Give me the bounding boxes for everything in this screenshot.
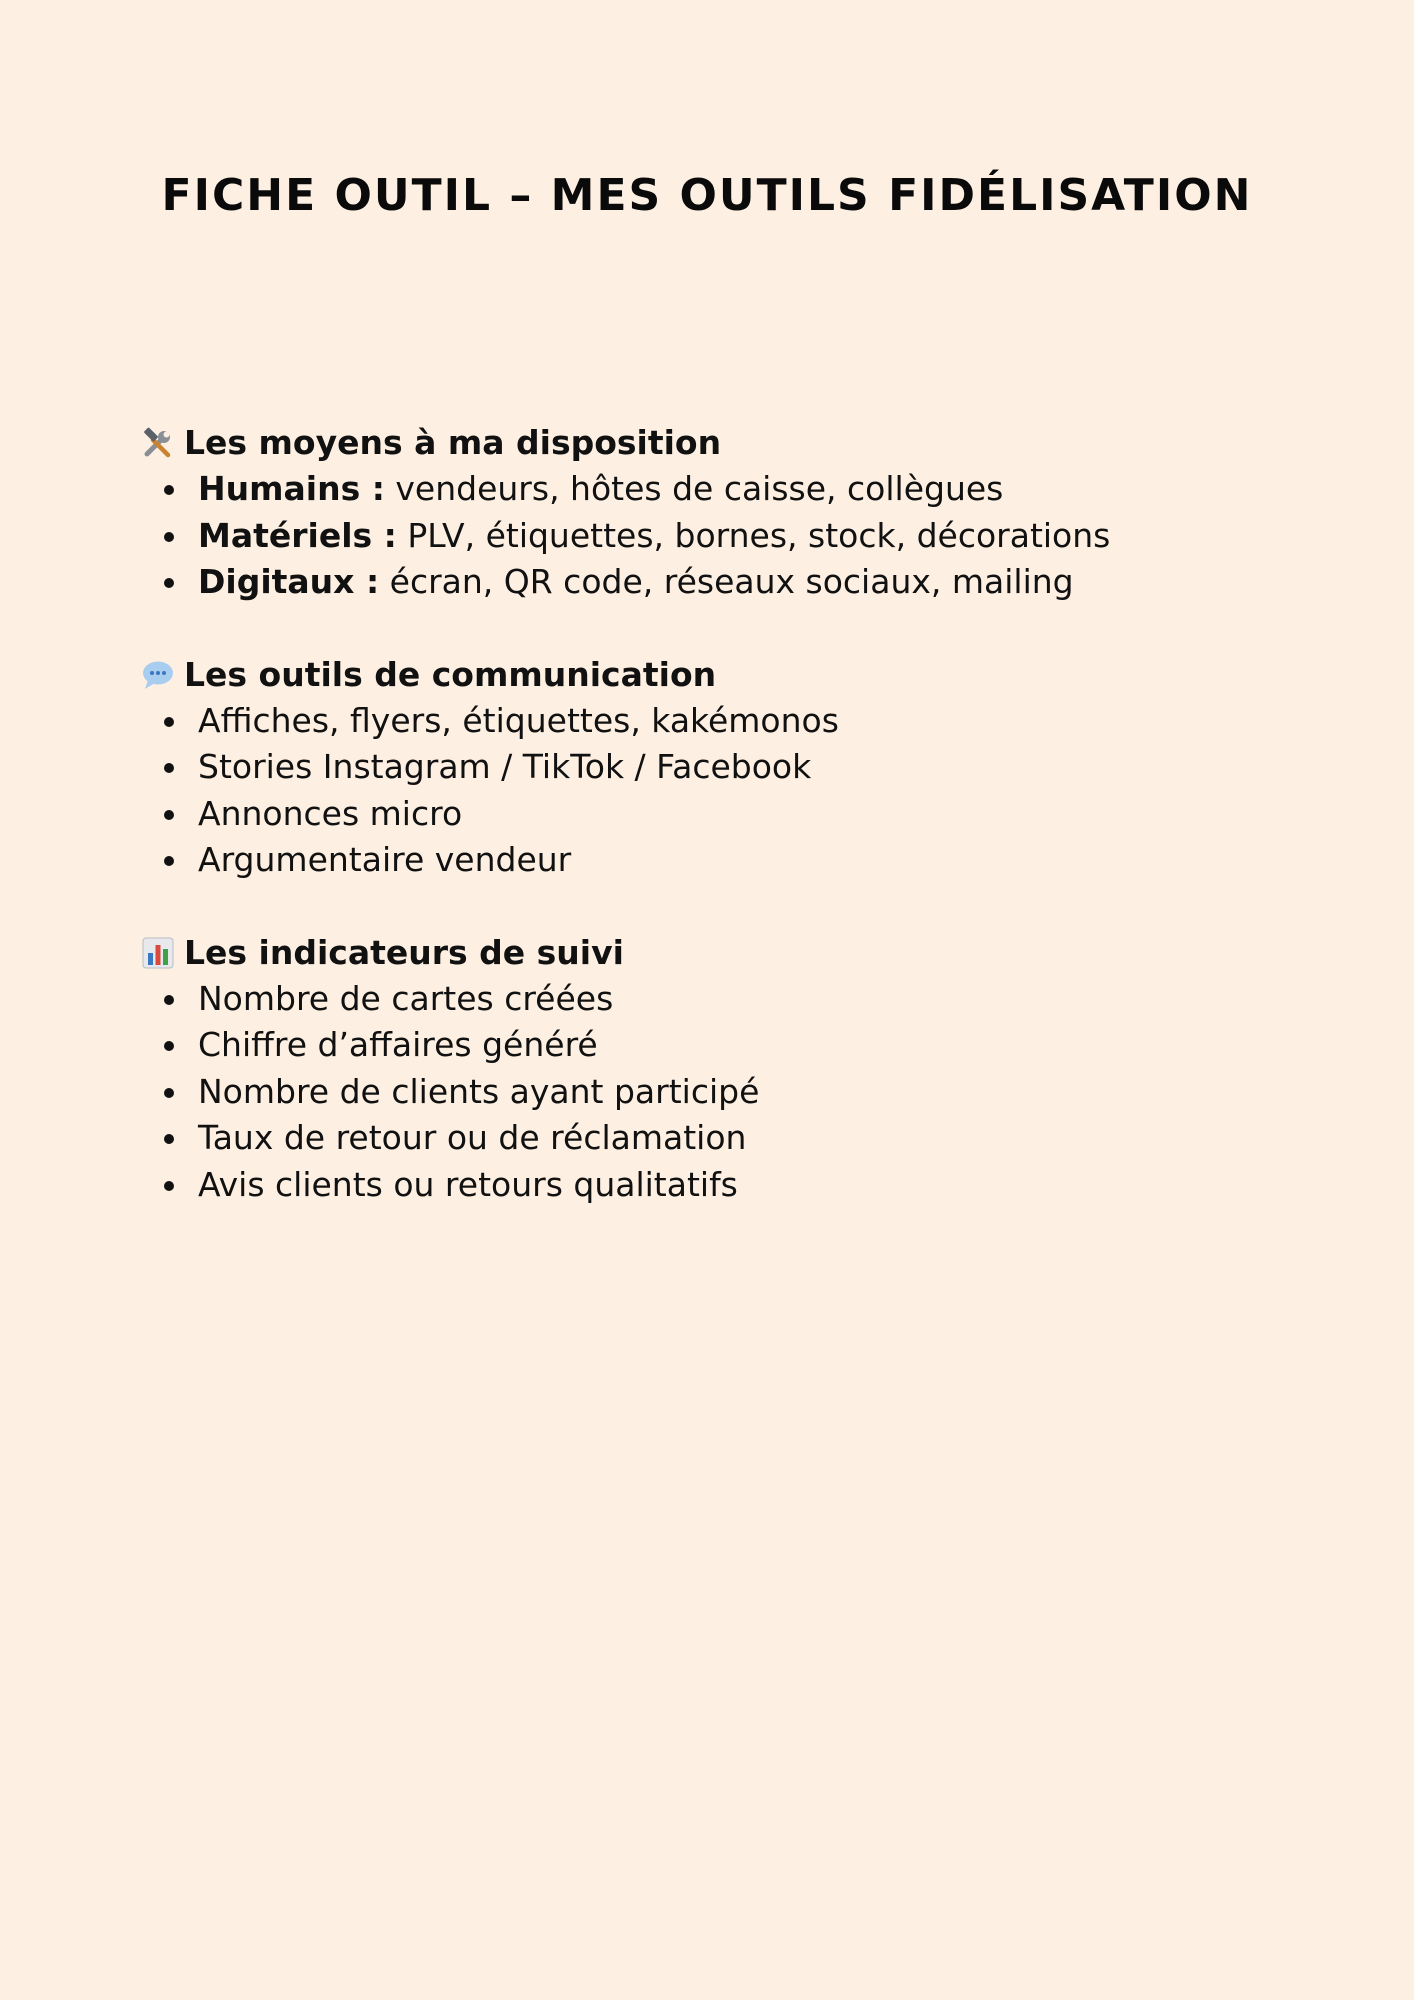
list-item: Taux de retour ou de réclamation: [140, 1115, 1290, 1162]
section-heading-label: Les moyens à ma disposition: [184, 423, 722, 462]
list-item: Argumentaire vendeur: [140, 837, 1290, 884]
item-label: Digitaux :: [198, 562, 380, 601]
list-item: Annonces micro: [140, 791, 1290, 838]
bar-chart-icon: [140, 935, 176, 971]
list-item: Nombre de cartes créées: [140, 976, 1290, 1023]
item-list: [140, 698, 1290, 884]
item-text: vendeurs, hôtes de caisse, collègues: [384, 469, 1004, 508]
hammer-and-wrench-icon: [140, 425, 176, 461]
item-list: [140, 976, 1290, 1209]
section-heading: [140, 652, 1290, 698]
list-item: Avis clients ou retours qualitatifs: [140, 1162, 1290, 1209]
item-label: Humains :: [198, 469, 385, 508]
list-item: [140, 513, 1290, 560]
list-item: [140, 466, 1290, 513]
speech-bubble-icon: [140, 657, 176, 693]
page-title: FICHE OUTIL – MES OUTILS FIDÉLISATION: [161, 170, 1253, 221]
document-body: [140, 420, 1290, 1254]
list-item: [140, 559, 1290, 606]
section-heading-label: Les indicateurs de suivi: [184, 932, 624, 972]
section-means: [140, 420, 1290, 606]
section-communication: [140, 652, 1290, 884]
list-item: Stories Instagram / TikTok / Facebook: [140, 744, 1290, 791]
section-heading: [140, 930, 1290, 976]
section-heading: [140, 420, 1290, 466]
item-list: [140, 466, 1290, 606]
item-text: écran, QR code, réseaux sociaux, mailing: [379, 562, 1074, 601]
item-label: Matériels :: [198, 515, 397, 555]
section-indicators: [140, 930, 1290, 1209]
list-item: Nombre de clients ayant participé: [140, 1069, 1290, 1116]
section-heading-label: Les outils de communication: [184, 654, 717, 694]
item-text: PLV, étiquettes, bornes, stock, décorations: [396, 515, 1111, 555]
list-item: Chiffre d’affaires généré: [140, 1022, 1290, 1069]
list-item: Affiches, flyers, étiquettes, kakémonos: [140, 698, 1290, 745]
